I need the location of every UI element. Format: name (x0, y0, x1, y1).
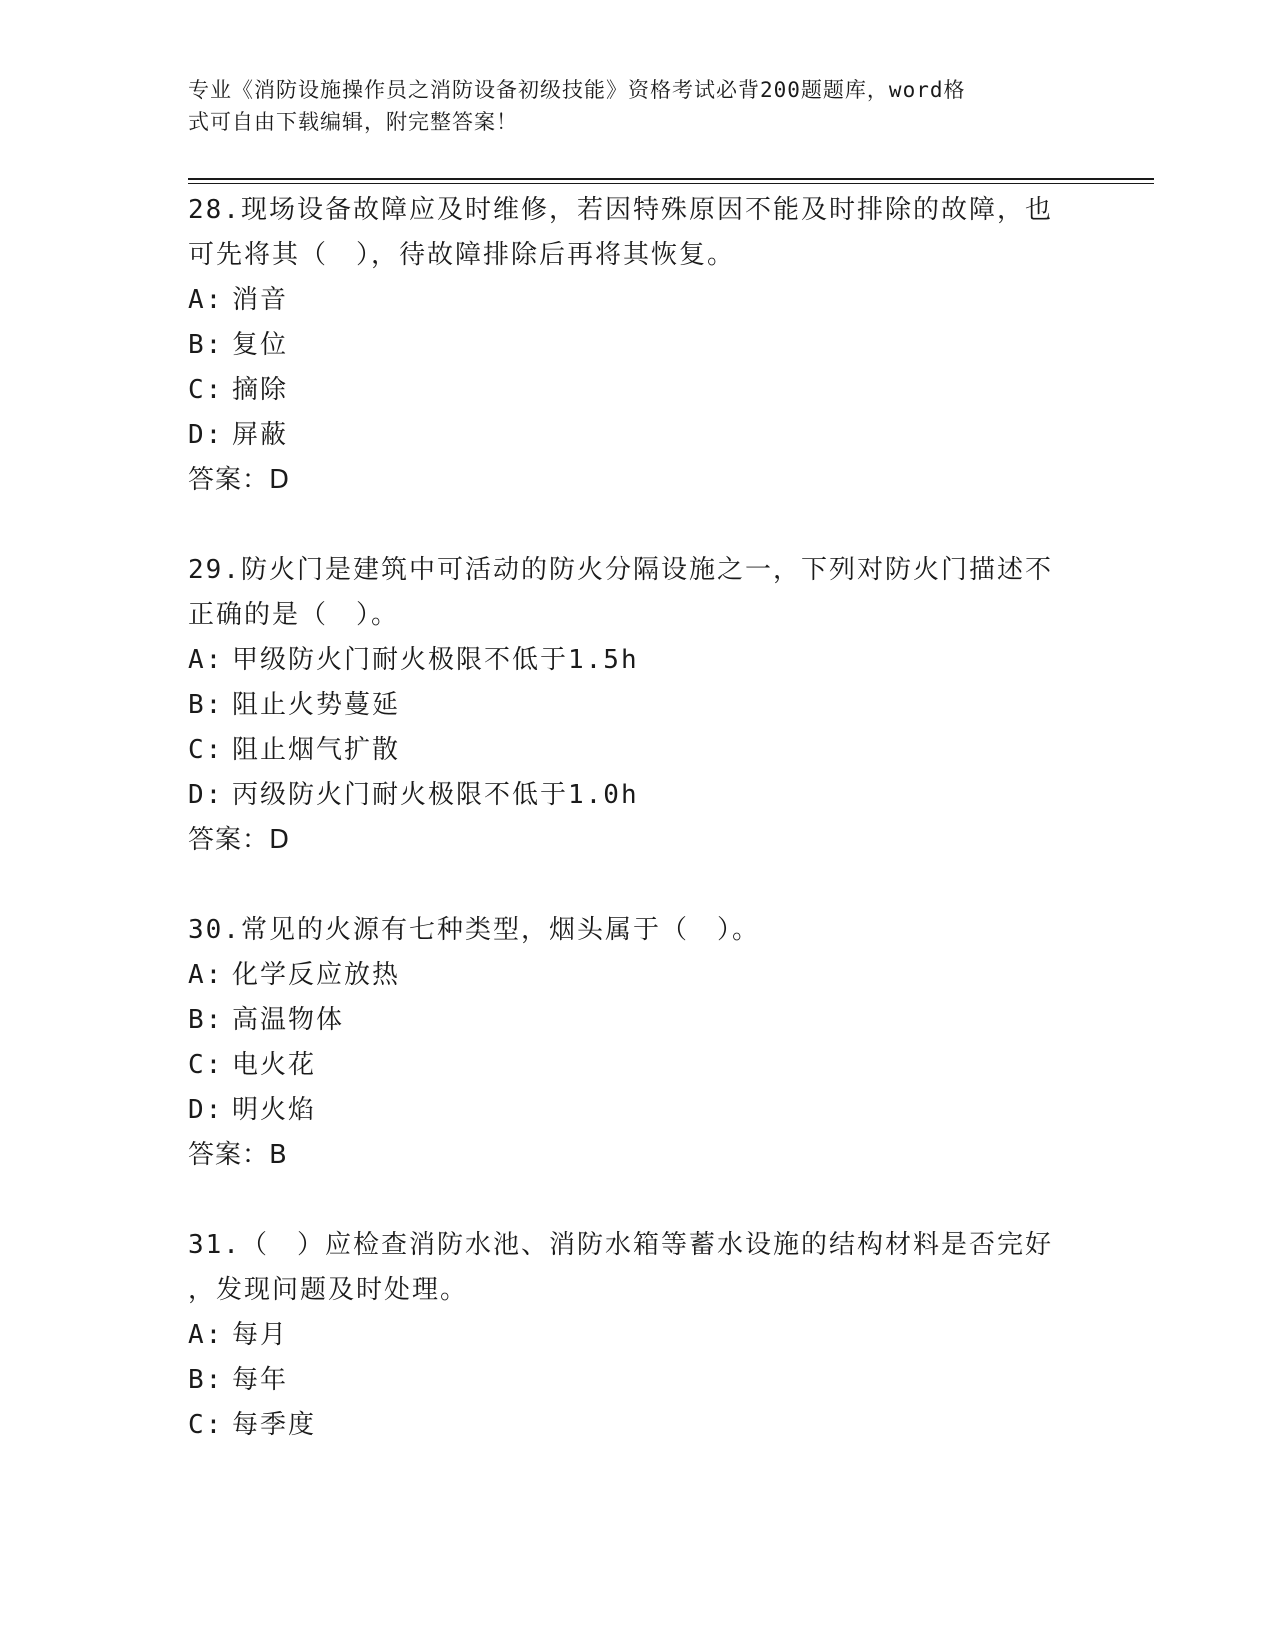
option-text: 丙级防火门耐火极限不低于1.0h (232, 780, 639, 810)
option-text: 高温物体 (232, 1005, 345, 1035)
question-28 (188, 188, 1088, 503)
option-key: C: (188, 375, 224, 405)
question-text-line: 可先将其（ ），待故障排除后再将其恢复。 (188, 240, 736, 270)
option-text: 明火焰 (232, 1095, 317, 1125)
question-text (188, 188, 1088, 278)
option-c (188, 1043, 1088, 1088)
header-divider-thick (188, 178, 1154, 180)
header-divider-thin (188, 183, 1154, 184)
option-key: D: (188, 420, 224, 450)
question-list (188, 188, 1088, 1448)
header-line-1: 专业《消防设施操作员之消防设备初级技能》资格考试必背200题题库，word格 (188, 78, 966, 102)
option-text: 复位 (232, 330, 289, 360)
option-b (188, 323, 1088, 368)
option-text: 阻止烟气扩散 (232, 735, 401, 765)
question-text-line: 29.防火门是建筑中可活动的防火分隔设施之一，下列对防火门描述不 (188, 555, 1053, 585)
option-text: 每季度 (232, 1410, 317, 1440)
option-key: D: (188, 1095, 224, 1125)
question-text-line: ，发现问题及时处理。 (188, 1275, 469, 1305)
option-key: A: (188, 285, 224, 315)
option-text: 每年 (232, 1365, 289, 1395)
option-d (188, 773, 1088, 818)
option-c (188, 728, 1088, 773)
option-key: A: (188, 645, 224, 675)
option-a (188, 638, 1088, 683)
answer-label: 答案：B (188, 1140, 288, 1170)
answer-label: 答案：D (188, 825, 291, 855)
option-text: 阻止火势蔓延 (232, 690, 401, 720)
question-spacer (188, 503, 1088, 548)
option-text: 摘除 (232, 375, 289, 405)
option-a (188, 278, 1088, 323)
option-c (188, 368, 1088, 413)
question-spacer (188, 863, 1088, 908)
option-key: C: (188, 1050, 224, 1080)
document-header (188, 74, 1068, 138)
question-29 (188, 548, 1088, 863)
question-text (188, 548, 1088, 638)
option-text: 屏蔽 (232, 420, 289, 450)
question-text (188, 1223, 1088, 1313)
option-key: D: (188, 780, 224, 810)
option-b (188, 998, 1088, 1043)
option-text: 消音 (232, 285, 289, 315)
option-d (188, 413, 1088, 458)
question-spacer (188, 1178, 1088, 1223)
option-a (188, 1313, 1088, 1358)
option-key: A: (188, 960, 224, 990)
question-30 (188, 908, 1088, 1178)
option-b (188, 1358, 1088, 1403)
option-text: 每月 (232, 1320, 289, 1350)
option-key: B: (188, 1005, 224, 1035)
option-text: 电火花 (232, 1050, 317, 1080)
question-text-line: 正确的是（ ）。 (188, 600, 400, 630)
question-31 (188, 1223, 1088, 1448)
option-key: B: (188, 330, 224, 360)
option-text: 甲级防火门耐火极限不低于1.5h (232, 645, 639, 675)
option-key: A: (188, 1320, 224, 1350)
question-text-line: 30.常见的火源有七种类型，烟头属于（ ）。 (188, 915, 760, 945)
question-text (188, 908, 1088, 953)
option-b (188, 683, 1088, 728)
option-key: B: (188, 690, 224, 720)
question-text-line: 28.现场设备故障应及时维修，若因特殊原因不能及时排除的故障，也 (188, 195, 1053, 225)
option-d (188, 1088, 1088, 1133)
answer-label: 答案：D (188, 465, 291, 495)
option-key: C: (188, 735, 224, 765)
option-text: 化学反应放热 (232, 960, 401, 990)
option-a (188, 953, 1088, 998)
option-key: C: (188, 1410, 224, 1440)
header-line-2: 式可自由下载编辑，附完整答案！ (188, 110, 518, 134)
question-text-line: 31.（ ）应检查消防水池、消防水箱等蓄水设施的结构材料是否完好 (188, 1230, 1053, 1260)
option-c (188, 1403, 1088, 1448)
option-key: B: (188, 1365, 224, 1395)
